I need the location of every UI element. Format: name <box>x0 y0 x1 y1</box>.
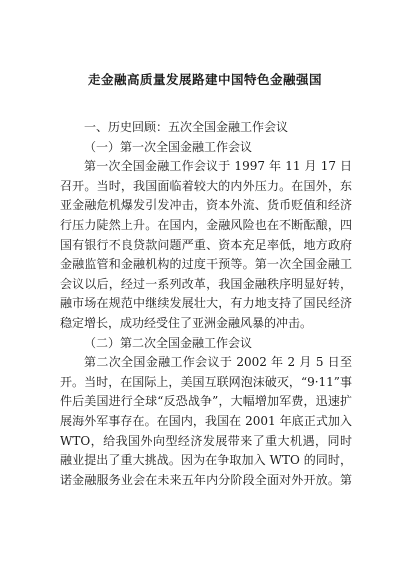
paragraph-line: 展海外军事存在。在国内，我国在 2001 年底正式加入 <box>60 413 352 428</box>
paragraph-line: WTO，给我国外向型经济发展带来了重大机遇，同时 <box>60 433 352 448</box>
paragraph-line: 融业提出了重大挑战。因为在争取加入 WTO 的同时， <box>60 453 352 468</box>
paragraph-line: 第二次全国金融工作会议于 2002 年 2 月 5 日至 <box>84 355 352 370</box>
document-body <box>60 118 352 490</box>
paragraph-line: 稳定增长，成功经受住了亚洲金融风暴的冲击。 <box>60 315 313 330</box>
paragraph-line: 召开。当时，我国面临着较大的内外压力。在国外，东 <box>60 178 352 193</box>
paragraph-line: 第一次全国金融工作会议于 1997 年 11 月 17 日 <box>84 159 352 174</box>
paragraph-line: 件后美国进行全球“反恐战争”，大幅增加军费，迅速扩 <box>60 394 352 409</box>
document-title: 走金融高质量发展路建中国特色金融强国 <box>87 72 322 87</box>
paragraph-line: 行压力陡然上升。在国内，金融风险也在不断酝酿，四 <box>60 217 352 232</box>
paragraph-line: 融市场在规范中继续发展壮大，有力地支持了国民经济 <box>60 296 352 311</box>
paragraph-line: 亚金融危机爆发引发冲击，资本外流、货币贬值和经济 <box>60 198 352 213</box>
paragraph-line: 金融监管和金融机构的过度干预等。第一次全国金融工 <box>60 257 352 272</box>
paragraph-line: 国有银行不良贷款问题严重、资本充足率低，地方政府 <box>60 237 352 252</box>
paragraph-line: 诺金融服务业会在未来五年内分阶段全面对外开放。第 <box>60 472 352 487</box>
paragraph-line: （二）第二次全国金融工作会议 <box>84 335 253 350</box>
paragraph-line: 一、历史回顾：五次全国金融工作会议 <box>84 120 289 134</box>
paragraph-line: 会议以后，经过一系列改革，我国金融秩序明显好转， <box>60 276 352 291</box>
paragraph-line: 开。当时，在国际上，美国互联网泡沫破灭，“9·11”事 <box>60 374 352 389</box>
paragraph-line: （一）第一次全国金融工作会议 <box>84 139 253 154</box>
